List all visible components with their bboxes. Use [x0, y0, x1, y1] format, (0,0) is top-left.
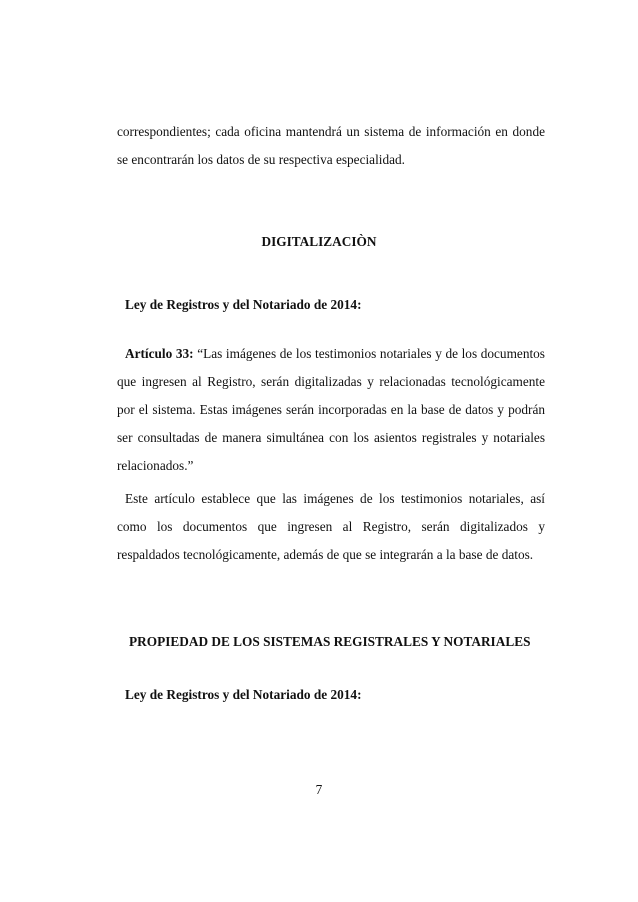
article-33-paragraph [117, 340, 545, 480]
article-label: Artículo 33: [125, 346, 194, 361]
intro-paragraph: correspondientes; cada oficina mantendrá un sistema de información en donde se encontrarán los datos de su respectiva especialidad. [117, 124, 545, 167]
law-reference-1: Ley de Registros y del Notariado de 2014: [125, 297, 362, 312]
law-reference-2: Ley de Registros y del Notariado de 2014: [125, 687, 362, 702]
article-text: “Las imágenes de los testimonios notariales y de los documentos que ingresen al Registro, serán digitalizadas y relacionadas tecnológicamente por el sistema. Estas imágenes serán incorporadas en la base de datos y podrán ser consultadas de manera simultánea con los asientos registrales y notariales relacionados.” [117, 346, 545, 473]
section-heading-digitalizacion: DIGITALIZACIÒN [261, 234, 377, 249]
commentary-paragraph [117, 485, 545, 569]
page-number: 7 [315, 782, 323, 797]
section-heading-propiedad: PROPIEDAD DE LOS SISTEMAS REGISTRALES Y NOTARIALES [129, 634, 531, 649]
commentary-text: Este artículo establece que las imágenes de los testimonios notariales, así como los documentos que ingresen al Registro, serán digitalizados y respaldados tecnológicamente, además de que se integrarán a la base de datos. [117, 491, 545, 562]
